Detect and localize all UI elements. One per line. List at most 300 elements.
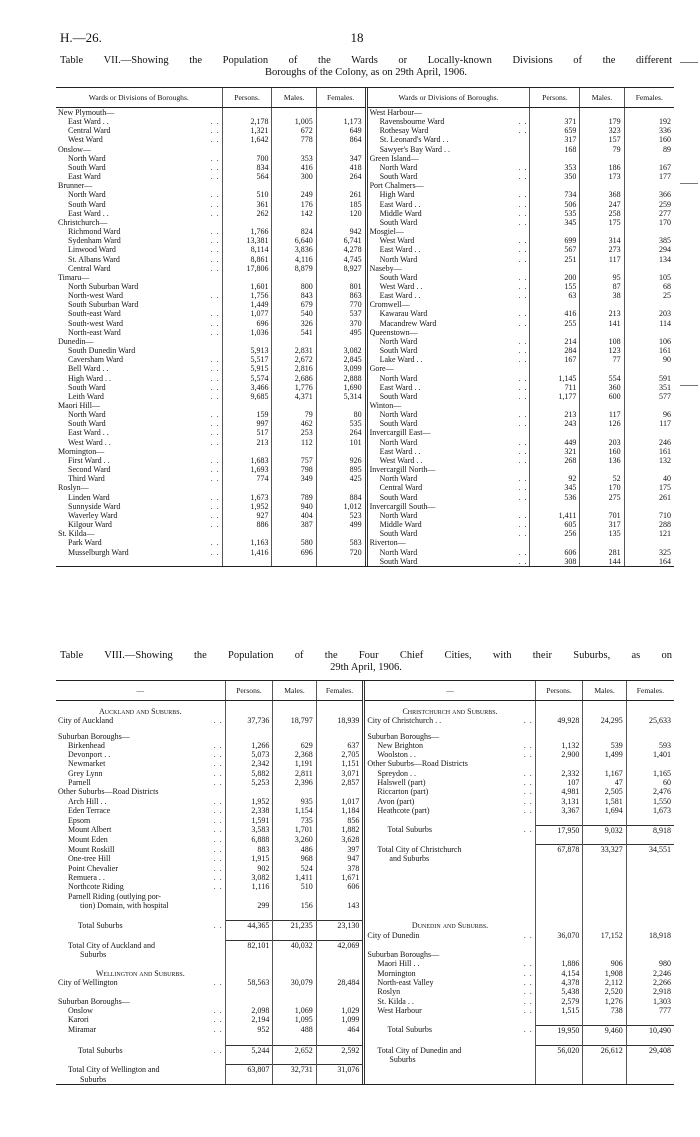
- persons-cell: 5,073: [225, 750, 273, 759]
- leader-dots: . .: [518, 355, 528, 365]
- row-label: [56, 1045, 225, 1055]
- margin-mark: [680, 183, 698, 184]
- empty-cell: [535, 815, 583, 825]
- females-cell: [316, 483, 366, 492]
- row-label: [56, 117, 222, 126]
- persons-cell: [225, 787, 273, 796]
- page-code: H.—26.: [60, 30, 102, 45]
- col-header: Males.: [580, 88, 624, 108]
- empty-cell: [364, 835, 535, 845]
- persons-cell: 2,579: [535, 997, 583, 1006]
- females-cell: [626, 759, 674, 768]
- males-cell: [583, 707, 626, 716]
- leader-dots: . .: [213, 882, 223, 892]
- persons-cell: 997: [222, 419, 272, 428]
- males-cell: [273, 969, 316, 978]
- empty-cell: [535, 1075, 583, 1084]
- row-label-text: Middle Ward: [379, 208, 422, 218]
- males-cell: [272, 108, 316, 118]
- males-cell: 126: [580, 419, 624, 428]
- row-label: [364, 1045, 535, 1055]
- empty-cell: [626, 873, 674, 882]
- empty-cell: [626, 892, 674, 901]
- leader-dots: . .: [213, 844, 223, 854]
- row-label-text: Cromwell—: [369, 300, 410, 310]
- persons-cell: [535, 1055, 583, 1065]
- row-label: [366, 108, 530, 118]
- females-cell: 385: [624, 236, 674, 245]
- persons-cell: 2,098: [225, 1006, 273, 1015]
- persons-cell: 268: [530, 456, 580, 465]
- row-label: [366, 126, 530, 135]
- persons-cell: 63,807: [225, 1065, 273, 1075]
- males-cell: 17,152: [583, 931, 626, 941]
- row-label: [366, 135, 530, 144]
- females-cell: 1,099: [316, 1015, 364, 1025]
- empty-cell: [56, 1035, 225, 1046]
- leader-dots: . .: [213, 920, 223, 930]
- row-label: [56, 797, 225, 806]
- females-cell: 89: [624, 145, 674, 154]
- empty-cell: [225, 959, 273, 968]
- table-row: [56, 502, 674, 511]
- males-cell: 323: [580, 126, 624, 135]
- table-row: [56, 1065, 674, 1075]
- row-label-text: North Ward: [379, 547, 418, 557]
- males-cell: 300: [272, 172, 316, 181]
- row-label: [56, 428, 222, 437]
- males-cell: 112: [272, 438, 316, 447]
- males-cell: [273, 787, 316, 796]
- males-cell: 175: [580, 218, 624, 227]
- row-label-text: North Ward: [379, 254, 418, 264]
- persons-cell: 1,411: [530, 511, 580, 520]
- row-label: [56, 438, 222, 447]
- empty-cell: [583, 815, 626, 825]
- table-row: [56, 392, 674, 401]
- females-cell: 720: [316, 548, 366, 557]
- leader-dots: . .: [213, 854, 223, 864]
- table-row: [56, 163, 674, 172]
- females-cell: 161: [624, 346, 674, 355]
- row-label: [56, 759, 225, 768]
- females-cell: [624, 264, 674, 273]
- leader-dots: . .: [518, 236, 528, 246]
- row-label-text: North Ward: [379, 410, 418, 420]
- males-cell: 117: [580, 255, 624, 264]
- persons-cell: [535, 854, 583, 863]
- females-cell: 425: [316, 474, 366, 483]
- females-cell: 106: [624, 337, 674, 346]
- empty-cell: [225, 1035, 273, 1046]
- females-cell: [624, 465, 674, 474]
- males-cell: 2,652: [273, 1045, 316, 1055]
- empty-cell: [222, 557, 272, 566]
- males-cell: 135: [580, 529, 624, 538]
- row-label-text: South Ward: [379, 419, 418, 429]
- leader-dots: . .: [210, 254, 220, 264]
- row-label-text: Green Island—: [369, 153, 419, 163]
- males-cell: [580, 181, 624, 190]
- row-label-text: Eden Terrace: [68, 805, 111, 815]
- leader-dots: . .: [213, 863, 223, 873]
- males-cell: 77: [580, 355, 624, 364]
- males-cell: 4,371: [272, 392, 316, 401]
- row-label-text: North Ward: [379, 474, 418, 484]
- row-label: [56, 190, 222, 199]
- row-label: [366, 209, 530, 218]
- row-label: [56, 548, 222, 557]
- row-label-text: North-west Ward: [68, 291, 123, 301]
- males-cell: 9,032: [583, 825, 626, 835]
- leader-dots: . .: [210, 309, 220, 319]
- row-label: [364, 931, 535, 941]
- males-cell: 79: [272, 410, 316, 419]
- females-cell: 40: [624, 474, 674, 483]
- row-label: [366, 493, 530, 502]
- row-label-text: Dunedin—: [58, 336, 94, 346]
- females-cell: [624, 502, 674, 511]
- table-row: [56, 474, 674, 483]
- persons-cell: 1,266: [225, 741, 273, 750]
- row-label-text: Riccarton (part): [377, 787, 429, 797]
- persons-cell: 2,342: [225, 759, 273, 768]
- females-cell: [316, 337, 366, 346]
- row-label: [56, 741, 225, 750]
- row-label-text: St. Leonard's Ward . .: [379, 135, 449, 145]
- females-cell: 134: [624, 255, 674, 264]
- table7: [56, 87, 674, 567]
- leader-dots: . .: [210, 520, 220, 530]
- col-header: Persons.: [222, 88, 272, 108]
- table-row: [56, 815, 674, 825]
- females-cell: [624, 428, 674, 437]
- row-label: [364, 959, 535, 968]
- males-cell: 95: [580, 273, 624, 282]
- empty-cell: [225, 931, 273, 941]
- empty-cell: [273, 1055, 316, 1065]
- table-row: [56, 255, 674, 264]
- row-label-text: Total City of Dunedin and: [377, 1045, 462, 1055]
- females-cell: 884: [316, 493, 366, 502]
- females-cell: 60: [626, 778, 674, 787]
- persons-cell: 255: [530, 319, 580, 328]
- persons-cell: [222, 337, 272, 346]
- table-row: [56, 172, 674, 181]
- males-cell: 275: [580, 493, 624, 502]
- males-cell: 2,505: [583, 787, 626, 796]
- females-cell: 397: [316, 845, 364, 855]
- empty-cell: [273, 1035, 316, 1046]
- row-label: [56, 135, 222, 144]
- row-label: [366, 355, 530, 364]
- persons-cell: 345: [530, 218, 580, 227]
- row-label: [366, 474, 530, 483]
- males-cell: 1,581: [583, 797, 626, 806]
- row-label-text: South Ward: [379, 172, 418, 182]
- row-label: [56, 181, 222, 190]
- males-cell: 735: [273, 815, 316, 825]
- persons-cell: [530, 364, 580, 373]
- females-cell: [626, 1055, 674, 1065]
- row-label: [56, 255, 222, 264]
- leader-dots: . .: [518, 556, 528, 566]
- persons-cell: 243: [530, 419, 580, 428]
- leader-dots: . .: [518, 520, 528, 530]
- row-label-text: Kawarau Ward: [379, 309, 428, 319]
- males-cell: 968: [273, 854, 316, 863]
- row-label-text: East Ward . .: [68, 208, 109, 218]
- table7-grid: [56, 88, 674, 566]
- males-cell: [273, 997, 316, 1006]
- row-label-text: South-west Ward: [68, 318, 123, 328]
- row-label-text: Total Suburbs: [78, 1045, 123, 1055]
- males-cell: [583, 921, 626, 931]
- leader-dots: . .: [213, 1005, 223, 1015]
- females-cell: 120: [316, 209, 366, 218]
- row-label: [56, 950, 225, 959]
- leader-dots: . .: [518, 272, 528, 282]
- persons-cell: [530, 154, 580, 163]
- row-label-text: St. Kilda—: [58, 529, 95, 539]
- empty-cell: [364, 873, 535, 882]
- table-row: [56, 854, 674, 863]
- leader-dots: . .: [213, 815, 223, 825]
- females-cell: [316, 997, 364, 1006]
- leader-dots: . .: [210, 410, 220, 420]
- row-label-text: Northcote Riding: [68, 882, 124, 892]
- males-cell: 2,396: [273, 778, 316, 787]
- females-cell: 942: [316, 227, 366, 236]
- persons-cell: [225, 997, 273, 1006]
- persons-cell: 213: [222, 438, 272, 447]
- leader-dots: . .: [518, 309, 528, 319]
- females-cell: 537: [316, 309, 366, 318]
- table-row: [56, 209, 674, 218]
- row-label-text: Linwood Ward: [68, 245, 116, 255]
- females-cell: 1,184: [316, 806, 364, 815]
- leader-dots: . .: [518, 126, 528, 136]
- table7-caption-line1: Table VII.—Showing the Population of the Wards or Locally-known Divisions of the different: [60, 55, 672, 66]
- leader-dots: . .: [518, 391, 528, 401]
- leader-dots: . .: [210, 291, 220, 301]
- row-label-text: Roslyn—: [58, 483, 89, 493]
- row-label: [56, 769, 225, 778]
- table-row: [56, 959, 674, 968]
- males-cell: 213: [580, 309, 624, 318]
- males-cell: 1,694: [583, 806, 626, 815]
- males-cell: 540: [272, 309, 316, 318]
- table-row: [56, 548, 674, 557]
- row-label-text: Miramar: [68, 1025, 96, 1035]
- col-header: Wards or Divisions of Boroughs.: [56, 88, 222, 108]
- persons-cell: [222, 145, 272, 154]
- persons-cell: 9,685: [222, 392, 272, 401]
- persons-cell: 200: [530, 273, 580, 282]
- females-cell: [624, 181, 674, 190]
- persons-cell: [225, 707, 273, 716]
- row-label: [364, 759, 535, 768]
- table-row: [56, 355, 674, 364]
- persons-cell: 6,888: [225, 835, 273, 845]
- males-cell: 524: [273, 864, 316, 873]
- row-label: [56, 309, 222, 318]
- row-label-text: Maori Hill—: [58, 401, 100, 410]
- males-cell: 203: [580, 438, 624, 447]
- row-label-text: City of Christchurch . .: [367, 716, 442, 726]
- females-cell: 192: [624, 117, 674, 126]
- row-label-text: South Ward: [379, 529, 418, 539]
- females-cell: 926: [316, 456, 366, 465]
- males-cell: 510: [273, 882, 316, 891]
- row-label: [366, 392, 530, 401]
- empty-cell: [364, 901, 535, 910]
- row-label: [56, 401, 222, 410]
- row-label: [366, 364, 530, 373]
- leader-dots: . .: [523, 825, 533, 835]
- row-label-text: Suburban Boroughs—: [367, 950, 440, 960]
- persons-cell: 5,574: [222, 374, 272, 383]
- males-cell: [273, 1075, 316, 1084]
- persons-cell: 696: [222, 319, 272, 328]
- row-label: [56, 845, 225, 855]
- row-label-text: Mosgiel—: [369, 227, 404, 237]
- empty-cell: [56, 910, 225, 921]
- females-cell: 366: [624, 190, 674, 199]
- persons-cell: [530, 502, 580, 511]
- empty-cell: [583, 835, 626, 845]
- empty-cell: [583, 910, 626, 921]
- row-label-text: North-east Ward: [68, 327, 121, 337]
- table-row: [56, 135, 674, 144]
- leader-dots: . .: [213, 1015, 223, 1025]
- empty-cell: [626, 882, 674, 891]
- row-label-text: North Ward: [379, 373, 418, 383]
- row-label-text: Sunnyside Ward: [68, 501, 121, 511]
- females-cell: 264: [316, 172, 366, 181]
- males-cell: 281: [580, 548, 624, 557]
- row-label: [366, 236, 530, 245]
- females-cell: 4,745: [316, 255, 366, 264]
- row-label: [56, 172, 222, 181]
- males-cell: 33,327: [583, 845, 626, 855]
- males-cell: 757: [272, 456, 316, 465]
- males-cell: 2,816: [272, 364, 316, 373]
- persons-cell: 4,981: [535, 787, 583, 796]
- males-cell: [580, 227, 624, 236]
- table-row: [56, 465, 674, 474]
- row-label: [366, 181, 530, 190]
- table-row: [56, 1055, 674, 1065]
- row-label-text: North Ward: [68, 190, 106, 200]
- row-label-text: North Ward: [379, 437, 418, 447]
- row-label: [366, 319, 530, 328]
- males-cell: 170: [580, 483, 624, 492]
- row-label: [366, 419, 530, 428]
- females-cell: 10,490: [626, 1025, 674, 1035]
- row-label: [366, 264, 530, 273]
- females-cell: 164: [624, 557, 674, 566]
- persons-cell: 345: [530, 483, 580, 492]
- empty-cell: [626, 1015, 674, 1025]
- empty-cell: [535, 901, 583, 910]
- row-label-text: Spreydon . .: [377, 768, 417, 778]
- males-cell: 40,032: [273, 940, 316, 950]
- persons-cell: 1,673: [222, 493, 272, 502]
- males-cell: 2,368: [273, 750, 316, 759]
- persons-cell: 5,517: [222, 355, 272, 364]
- persons-cell: 1,683: [222, 456, 272, 465]
- females-cell: 895: [316, 465, 366, 474]
- males-cell: 940: [272, 502, 316, 511]
- leader-dots: . .: [518, 318, 528, 328]
- females-cell: 8,927: [316, 264, 366, 273]
- row-label-text: Sydenham Ward: [68, 236, 121, 246]
- females-cell: [626, 707, 674, 716]
- row-label-text: East Ward . .: [379, 446, 421, 456]
- persons-cell: 506: [530, 200, 580, 209]
- empty-cell: [56, 931, 225, 941]
- row-label-text: South Ward: [379, 217, 418, 227]
- row-label: [364, 806, 535, 815]
- persons-cell: [225, 732, 273, 741]
- leader-dots: . .: [518, 217, 528, 227]
- leader-dots: . .: [523, 930, 533, 940]
- table8-body: [56, 701, 674, 1084]
- leader-dots: . .: [210, 236, 220, 246]
- row-label: [56, 273, 222, 282]
- persons-cell: 1,642: [222, 135, 272, 144]
- row-label: [366, 190, 530, 199]
- table-row: [56, 108, 674, 118]
- males-cell: [583, 854, 626, 863]
- females-cell: 1,882: [316, 825, 364, 835]
- females-cell: 1,165: [626, 769, 674, 778]
- table-row: [56, 337, 674, 346]
- row-label-text: North Ward: [379, 336, 418, 346]
- persons-cell: 82,101: [225, 940, 273, 950]
- males-cell: [272, 483, 316, 492]
- males-cell: 142: [272, 209, 316, 218]
- row-label: [56, 300, 222, 309]
- leader-dots: . .: [518, 245, 528, 255]
- persons-cell: 536: [530, 493, 580, 502]
- leader-dots: . .: [518, 291, 528, 301]
- persons-cell: 256: [530, 529, 580, 538]
- table-row: [56, 978, 674, 987]
- row-label-text: Winton—: [369, 401, 402, 410]
- table-row: [56, 190, 674, 199]
- females-cell: 161: [624, 447, 674, 456]
- females-cell: 177: [624, 172, 674, 181]
- females-cell: 175: [624, 483, 674, 492]
- table-row: [56, 200, 674, 209]
- males-cell: [580, 154, 624, 163]
- leader-dots: . .: [523, 716, 533, 726]
- row-label-text: South Dunedin Ward: [68, 346, 136, 356]
- persons-cell: 167: [530, 355, 580, 364]
- empty-cell: [225, 987, 273, 996]
- females-cell: 801: [316, 282, 366, 291]
- empty-cell: [535, 864, 583, 873]
- females-cell: 261: [316, 190, 366, 199]
- row-label-text: South Ward: [379, 556, 418, 566]
- leader-dots: . .: [210, 437, 220, 447]
- row-label: [366, 520, 530, 529]
- row-label: [366, 548, 530, 557]
- females-cell: [316, 892, 364, 901]
- row-label: [56, 882, 225, 891]
